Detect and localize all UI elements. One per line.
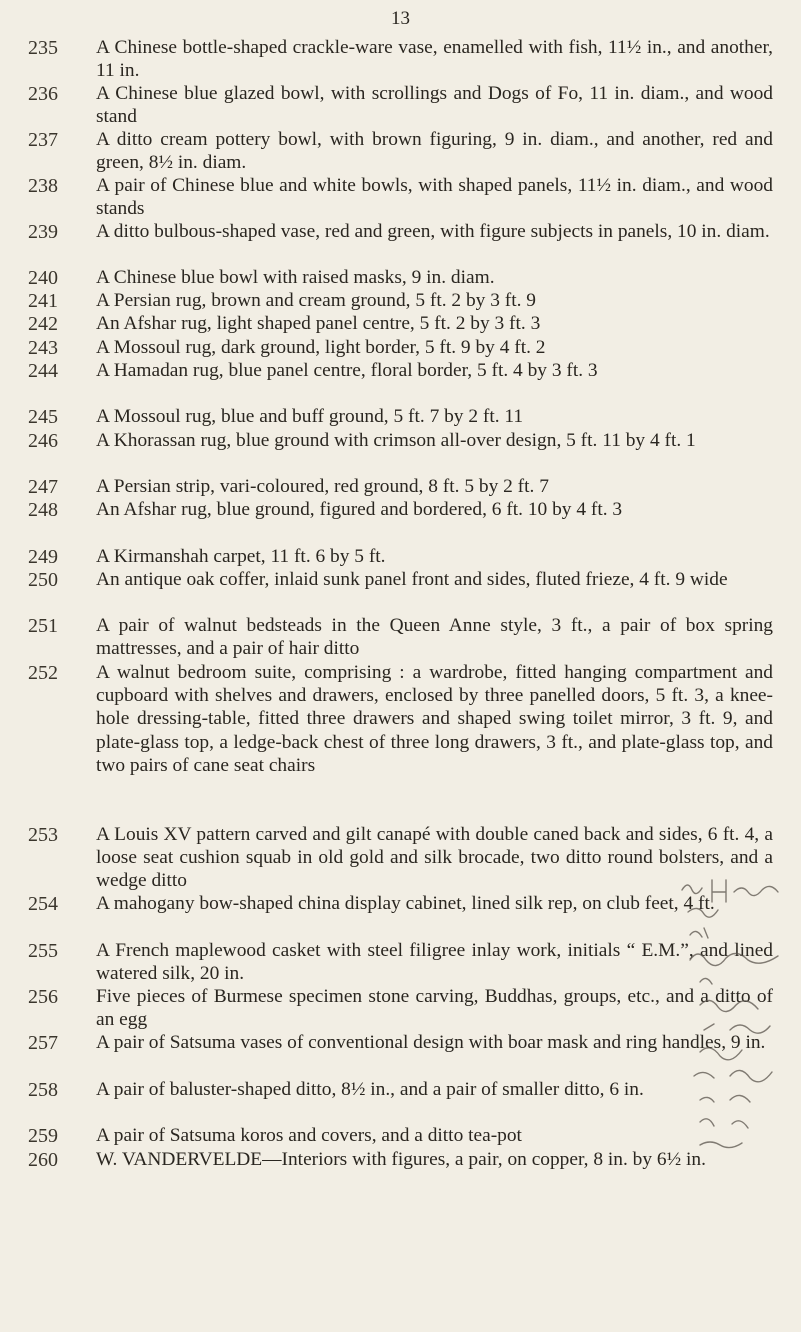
lot-number: 249 [28,546,58,568]
lot-description: Five pieces of Burmese specimen stone carving, Buddhas, groups, etc., and a ditto of an egg [96,986,773,1031]
lot-number: 250 [28,569,58,591]
lot-entry [28,405,773,429]
lot-number: 257 [28,1032,58,1054]
lot-description: A ditto bulbous-shaped vase, red and green, with figure subjects in panels, 10 in. diam. [96,221,770,242]
lot-number: 240 [28,267,58,289]
lot-description: W. VANDERVELDE—Interiors with figures, a pair, on copper, 8 in. by 6½ in. [96,1149,706,1170]
lot-entry [28,1148,773,1172]
lot-entry [28,128,773,174]
lot-number: 248 [28,499,58,521]
lot-entry [28,823,773,893]
lot-number: 237 [28,129,58,151]
lot-description: A pair of Satsuma vases of conventional design with boar mask and ring handles, 9 in. [96,1032,766,1053]
lot-description: A Louis XV pattern carved and gilt canapé with double caned back and sides, 6 ft. 4, a loose seat cushion squab in old gold and silk brocade, two ditto round bolsters, and a wedge ditto [96,824,773,892]
lot-number: 258 [28,1079,58,1101]
lot-description: A Chinese blue glazed bowl, with scrollings and Dogs of Fo, 11 in. diam., and wood stand [96,83,773,128]
lot-entry [28,475,773,499]
lot-number: 252 [28,662,58,684]
lot-entry [28,82,773,128]
lot-description: A Kirmanshah carpet, 11 ft. 6 by 5 ft. [96,546,386,567]
lot-number: 260 [28,1149,58,1171]
lot-number: 247 [28,476,58,498]
lot-description: An Afshar rug, light shaped panel centre, 5 ft. 2 by 3 ft. 3 [96,313,541,334]
lot-number: 253 [28,824,58,846]
lot-description: A Persian rug, brown and cream ground, 5 ft. 2 by 3 ft. 9 [96,290,536,311]
lot-entry [28,359,773,383]
lot-entry [28,661,773,777]
lot-number: 255 [28,940,58,962]
lot-entry [28,614,773,660]
lot-description: A Chinese bottle-shaped crackle-ware vase, enamelled with fish, 11½ in., and another, 11 in. [96,37,773,82]
lot-number: 259 [28,1125,58,1147]
lot-number: 251 [28,615,58,637]
lot-number: 239 [28,221,58,243]
lot-entry [28,429,773,453]
lot-description: A Mossoul rug, dark ground, light border, 5 ft. 9 by 4 ft. 2 [96,337,546,358]
lot-description: A Khorassan rug, blue ground with crimson all-over design, 5 ft. 11 by 4 ft. 1 [96,430,696,451]
lot-description: An antique oak coffer, inlaid sunk panel front and sides, fluted frieze, 4 ft. 9 wide [96,569,728,590]
lot-entry [28,289,773,313]
lot-description: A walnut bedroom suite, comprising : a wardrobe, fitted hanging compartment and cupboard with shelves and drawers, enclosed by three panelled doors, 5 ft. 3, a knee-hole dressing-table, fitted three drawers and shaped swing toilet mirror, 3 ft. 9, and plate-glass top, a ledge-back chest of three long drawers, 3 ft., and plate-glass top, and two pairs of cane seat chairs [96,662,773,776]
lot-entry [28,939,773,985]
lot-entry [28,36,773,82]
lot-entry [28,266,773,290]
lot-entry [28,892,773,916]
lot-description: A Mossoul rug, blue and buff ground, 5 ft. 7 by 2 ft. 11 [96,406,524,427]
lot-number: 241 [28,290,58,312]
lot-entry [28,312,773,336]
lot-entry [28,568,773,592]
lot-entry [28,1124,773,1148]
lot-description: A pair of Chinese blue and white bowls, with shaped panels, 11½ in. diam., and wood stands [96,175,773,220]
lot-number: 236 [28,83,58,105]
lot-description: A pair of Satsuma koros and covers, and a ditto tea-pot [96,1125,522,1146]
lot-description: A ditto cream pottery bowl, with brown figuring, 9 in. diam., and another, red and green, 8½ in. diam. [96,129,773,174]
lot-entry [28,1078,773,1102]
lot-number: 242 [28,313,58,335]
lot-number: 246 [28,430,58,452]
lot-entry [28,985,773,1031]
lot-entry [28,220,773,244]
lot-description: An Afshar rug, blue ground, figured and bordered, 6 ft. 10 by 4 ft. 3 [96,499,623,520]
lot-number: 245 [28,406,58,428]
lot-number: 244 [28,360,58,382]
lot-number: 254 [28,893,58,915]
lot-entry [28,545,773,569]
page-number: 13 [391,8,410,29]
lot-entry [28,336,773,360]
lot-description: A Chinese blue bowl with raised masks, 9 in. diam. [96,267,495,288]
lot-number: 235 [28,37,58,59]
lot-number: 238 [28,175,58,197]
lot-description: A mahogany bow-shaped china display cabinet, lined silk rep, on club feet, 4 ft. [96,893,715,914]
lot-description: A Persian strip, vari-coloured, red ground, 8 ft. 5 by 2 ft. 7 [96,476,549,497]
lot-entry [28,498,773,522]
lot-description: A French maplewood casket with steel filigree inlay work, initials “ E.M.”, and lined watered silk, 20 in. [96,940,773,985]
lot-entry [28,1031,773,1055]
lot-description: A Hamadan rug, blue panel centre, floral border, 5 ft. 4 by 3 ft. 3 [96,360,598,381]
lot-description: A pair of baluster-shaped ditto, 8½ in., and a pair of smaller ditto, 6 in. [96,1079,644,1100]
lot-number: 243 [28,337,58,359]
lot-number: 256 [28,986,58,1008]
lot-description: A pair of walnut bedsteads in the Queen Anne style, 3 ft., a pair of box spring mattresses, and a pair of hair ditto [96,615,773,660]
lot-entry [28,174,773,220]
